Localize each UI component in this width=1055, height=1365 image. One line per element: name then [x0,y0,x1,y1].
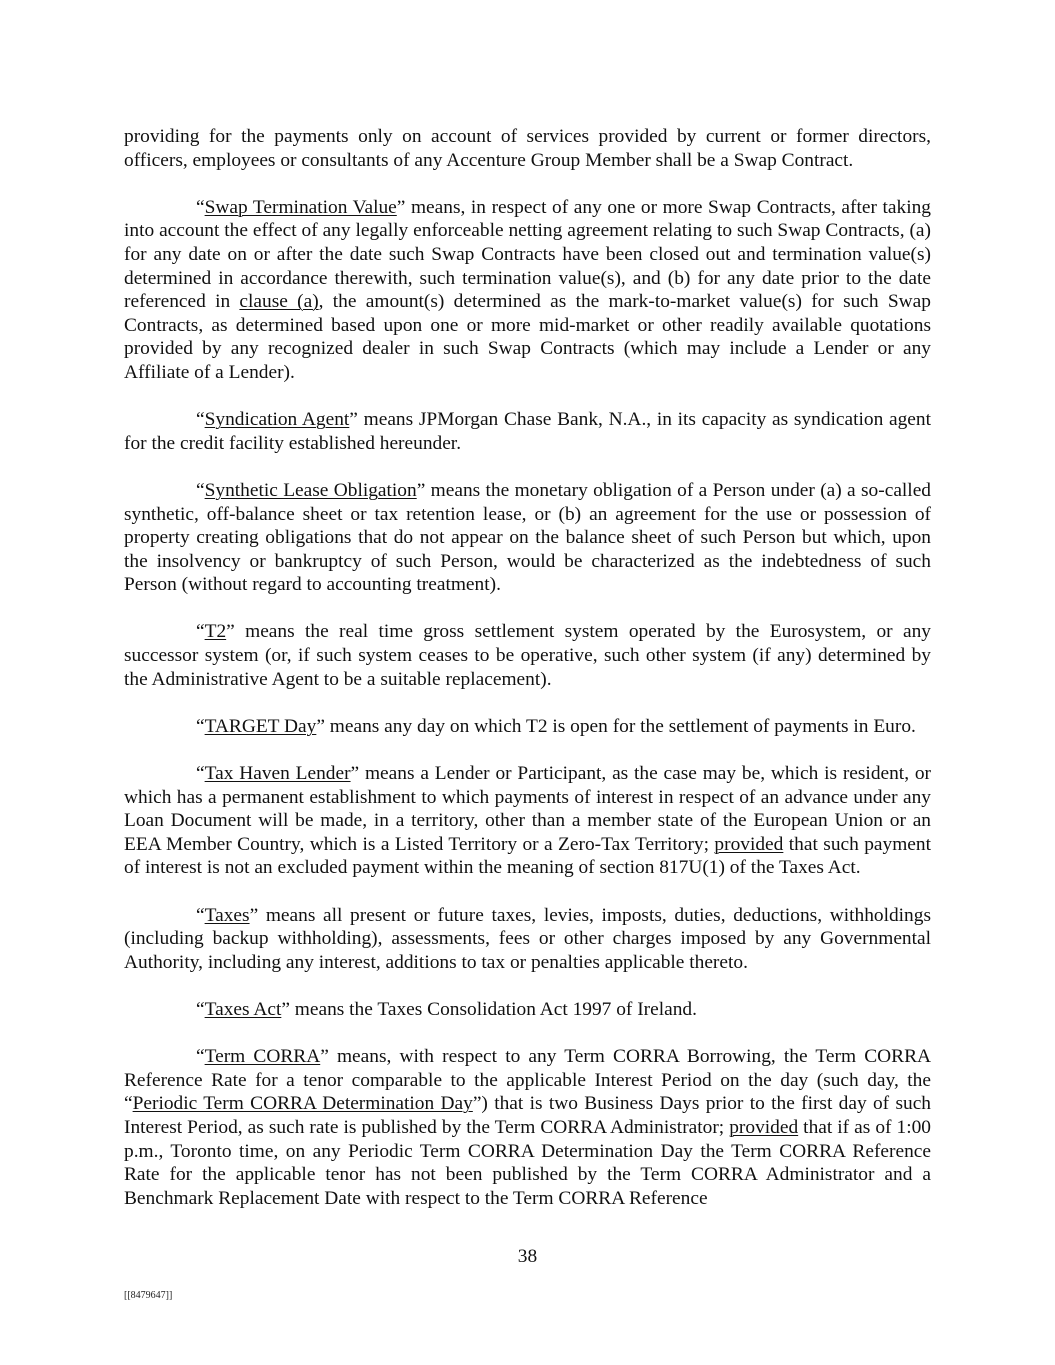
open-quote: “ [196,409,205,431]
proviso-term: provided [714,833,784,855]
open-quote: “ [196,1046,205,1068]
defined-term: Syndication Agent [204,409,350,431]
defined-term: Synthetic Lease Obligation [204,479,417,501]
text: ” means all present or future taxes, levies, imposts, duties, deductions, withholdings (including backup withholding), assessments, fees or other charges imposed by any Governmental Authority, including any interest, additions to tax or penalties applicable thereto. [124,904,931,973]
text: ” means, in respect of any one or more Swap Contracts, after taking into account the effect of any legally enforceable netting agreement relating to such Swap Contracts, (a) for any date on or after the date such Swap Contracts have been closed out and termination value(s) determined in accordance therewith, such termination value(s), and (b) for any date prior to the date referenced in [124,196,931,313]
defined-term: Term CORRA [204,1046,321,1068]
text: that if as of 1:00 p.m., Toronto time, on any Periodic Term CORRA Determination Day the Term CORRA Reference Rate for the applicable tenor has not been published by the Term CORRA Administrator and a Benchmark Replacement Date with respect to the Term CORRA Reference [124,1116,931,1209]
defined-term: Taxes [204,904,250,926]
definition-swap-termination-value [124,196,931,385]
text: ” means the real time gross settlement system operated by the Eurosystem, or any successor system (or, if such system ceases to be operative, such other system (if any) determined by the Administrative Agent to be a suitable replacement). [124,621,931,690]
definition-t2 [124,620,931,691]
open-quote: “ [196,763,205,785]
text: , the amount(s) determined as the mark-to-market value(s) for such Swap Contracts, as determined based upon one or more mid-market or other readily available quotations provided by any recognized dealer in such Swap Contracts (which may include a Lender or any Affiliate of a Lender). [124,291,931,383]
document-id: [[8479647]] [124,1290,173,1301]
cross-reference: clause (a) [239,291,319,313]
defined-term: Taxes Act [204,998,282,1020]
proviso-term: provided [729,1116,799,1138]
text: providing for the payments only on account of services provided by current or former directors, officers, employees or consultants of any Accenture Group Member shall be a Swap Contract. [124,126,931,171]
definition-taxes-act [124,998,931,1022]
text: that such payment of interest is not an excluded payment within the meaning of section 817U(1) of the Taxes Act. [124,833,931,879]
page-number: 38 [517,1246,538,1267]
paragraph-continuation [124,125,931,172]
open-quote: “ [196,715,205,737]
definition-synthetic-lease-obligation [124,479,931,597]
text: ”) that is two Business Days prior to the first day of such Interest Period, as such rate is published by the Term CORRA Administrator; [124,1093,931,1138]
definition-tax-haven-lender [124,762,931,880]
open-quote: “ [196,904,205,926]
defined-term-inline: Periodic Term CORRA Determination Day [132,1093,473,1115]
open-quote: “ [196,621,205,643]
document-body [124,125,931,1234]
definition-target-day [124,715,931,739]
text: ” means any day on which T2 is open for the settlement of payments in Euro. [316,715,916,737]
defined-term: Tax Haven Lender [204,763,351,785]
definition-taxes [124,904,931,975]
defined-term: T2 [204,621,227,643]
definition-syndication-agent [124,408,931,455]
open-quote: “ [196,998,205,1020]
text: ” means JPMorgan Chase Bank, N.A., in its capacity as syndication agent for the credit facility established hereunder. [124,409,931,454]
defined-term: TARGET Day [204,715,317,737]
text: ” means a Lender or Participant, as the case may be, which is resident, or which has a permanent establishment to which payments of interest in respect of an advance under any Loan Document will be made, in a territory, other than a member state of the European Union or an EEA Member Country, which is a Listed Territory or a Zero-Tax Territory; [124,763,932,855]
definition-term-corra [124,1045,931,1210]
open-quote: “ [196,479,205,501]
text: ” means, with respect to any Term CORRA Borrowing, the Term CORRA Reference Rate for a tenor comparable to the applicable Interest Period on the day (such day, the “ [124,1046,932,1115]
defined-term: Swap Termination Value [204,196,397,218]
text: ” means the monetary obligation of a Person under (a) a so-called synthetic, off-balance sheet or tax retention lease, or (b) an agreement for the use or possession of property creating obligations that do not appear on the balance sheet of such Person but which, upon the insolvency or bankruptcy of such Person, would be characterized as the indebtedness of such Person (without regard to accounting treatment). [124,479,932,596]
open-quote: “ [196,196,205,218]
text: ” means the Taxes Consolidation Act 1997 of Ireland. [281,998,697,1020]
